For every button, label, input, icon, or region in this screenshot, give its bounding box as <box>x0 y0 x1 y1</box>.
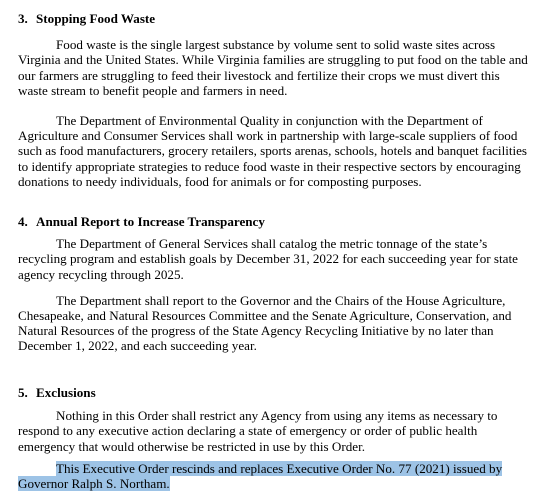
section-title: Stopping Food Waste <box>36 11 156 26</box>
section-number: 3. <box>18 11 28 26</box>
section-annual-report <box>18 214 532 354</box>
section-title: Annual Report to Increase Transparency <box>36 214 265 229</box>
paragraph: The Department of Environmental Quality in conjunction with the Department of Agriculture and Consumer Services shall work in partnership with large-scale suppliers of food such as food manufacturers, grocery retailers, sports arenas, schools, hotels and banquet facilities to identify appropriate strategies to reduce food waste in their respective sectors by encouraging donations to needy individuals, food for animals or for composting purposes. <box>18 113 528 189</box>
paragraph: Food waste is the single largest substance by volume sent to solid waste sites across Virginia and the United States. While Virginia families are struggling to put food on the table and our farmers are struggling to feed their livestock and fertilize their crops we must divert this waste stream to benefit people and farmers in need. <box>18 37 528 98</box>
section-title: Exclusions <box>36 385 96 400</box>
section-stopping-food-waste <box>18 11 532 189</box>
section-heading <box>18 11 532 26</box>
paragraph: Nothing in this Order shall restrict any Agency from using any items as necessary to respond to any executive action declaring a state of emergency or order of public health emergency that would otherwise be restricted in use by this Order. <box>18 408 498 454</box>
section-exclusions <box>18 385 532 491</box>
section-number: 4. <box>18 214 28 229</box>
section-number: 5. <box>18 385 28 400</box>
section-heading <box>18 214 532 229</box>
highlighted-paragraph <box>18 461 532 491</box>
paragraph: The Department of General Services shall catalog the metric tonnage of the state’s recycling program and establish goals by December 31, 2022 for each succeeding year for state agency recycling through 2025. <box>18 236 518 282</box>
paragraph: The Department shall report to the Governor and the Chairs of the House Agriculture, Chesapeake, and Natural Resources Committee and the Senate Agriculture, Conservation, and Natural Resources of the progress of the State Agency Recycling Initiative by no later than December 1, 2022, and each succeeding year. <box>18 292 512 354</box>
section-heading <box>18 385 532 400</box>
highlighted-text: This Executive Order rescinds and replaces Executive Order No. 77 (2021) issued by Governor Ralph S. Northam. <box>18 460 503 492</box>
